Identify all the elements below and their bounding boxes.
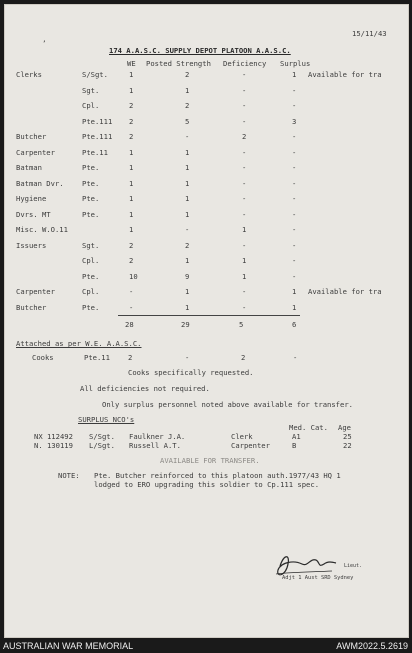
row-surplus: 1: [292, 302, 297, 312]
row-we: -: [129, 287, 134, 296]
row-trade: Hygiene: [16, 194, 47, 203]
cooks-deficiency: 2: [241, 353, 246, 362]
row-rank: Pte.: [82, 194, 100, 203]
row-rank: Pte.: [82, 178, 100, 188]
row-trade: Misc. W.O.11: [16, 225, 68, 234]
signature-block: Adjt 1 Aust SRD Sydney: [282, 575, 354, 581]
row-deficiency: -: [242, 116, 247, 126]
row-posted: 2: [185, 101, 190, 110]
row-surplus: 3: [292, 116, 297, 126]
note-cooks: Cooks specifically requested.: [128, 368, 254, 377]
row-deficiency: 2: [242, 132, 247, 141]
available-line: AVAILABLE FOR TRANSFER.: [160, 456, 260, 465]
row-we: 1: [129, 147, 134, 157]
row-we: 2: [129, 101, 134, 110]
row-rank: Pte.111: [82, 116, 113, 126]
row-posted: 1: [185, 194, 190, 203]
surplus-rank-1: S/Sgt.: [89, 432, 115, 441]
row-posted: 1: [185, 85, 190, 95]
archive-footer: [0, 639, 412, 653]
row-posted: 1: [185, 287, 190, 296]
document-page: [4, 4, 409, 638]
col-header-surplus: Surplus: [280, 59, 311, 68]
surplus-med-1: A1: [292, 432, 301, 441]
signature-rank: Lieut.: [344, 563, 363, 569]
document-date: 15/11/43: [352, 29, 387, 38]
row-surplus: -: [292, 194, 297, 203]
row-rank: Pte.111: [82, 132, 113, 141]
row-trade: Dvrs. MT: [16, 209, 51, 219]
row-trade: Carpenter: [16, 147, 55, 157]
row-posted: 1: [185, 178, 190, 188]
row-note: Available for tra: [308, 70, 382, 79]
note-label: NOTE:: [58, 471, 80, 480]
row-trade: Butcher: [16, 132, 47, 141]
row-we: 2: [129, 132, 134, 141]
row-deficiency: -: [242, 101, 247, 110]
row-rank: Cpl.: [82, 256, 100, 265]
total-deficiency: 5: [239, 320, 244, 329]
totals-rule: [118, 315, 300, 316]
row-surplus: -: [292, 209, 297, 219]
row-we: 1: [129, 163, 134, 172]
row-we: 1: [129, 70, 134, 79]
surplus-rank-2: L/Sgt.: [89, 441, 115, 450]
row-surplus: -: [292, 271, 297, 281]
row-posted: 1: [185, 209, 190, 219]
row-posted: 5: [185, 116, 190, 126]
total-surplus: 6: [292, 320, 297, 329]
row-deficiency: -: [242, 302, 247, 312]
row-rank: Sgt.: [82, 240, 100, 250]
cooks-posted: -: [185, 353, 190, 362]
row-trade: Batman Dvr.: [16, 178, 64, 188]
surplus-col-age: Age: [338, 423, 351, 432]
row-deficiency: -: [242, 147, 247, 157]
margin-mark: ’: [42, 39, 47, 48]
row-we: 1: [129, 85, 134, 95]
row-deficiency: -: [242, 70, 247, 79]
row-deficiency: -: [242, 85, 247, 95]
row-trade: Batman: [16, 163, 42, 172]
surplus-trade-1: Clerk: [231, 432, 253, 441]
row-we: 2: [129, 256, 134, 265]
row-surplus: -: [292, 178, 297, 188]
surplus-num-1: NX 112492: [34, 432, 73, 441]
surplus-col-med: Med. Cat.: [289, 423, 328, 432]
surplus-age-1: 25: [343, 432, 352, 441]
row-surplus: -: [292, 147, 297, 157]
surplus-name-1: Faulkner J.A.: [129, 432, 186, 441]
footer-institution: AUSTRALIAN WAR MEMORIAL: [3, 641, 134, 651]
row-we: -: [129, 302, 134, 312]
row-surplus: 1: [292, 287, 297, 296]
total-we: 28: [125, 320, 134, 329]
row-posted: 1: [185, 256, 190, 265]
row-surplus: -: [292, 225, 297, 234]
row-we: 1: [129, 178, 134, 188]
row-rank: Pte.: [82, 209, 100, 219]
row-rank: Pte.: [82, 271, 100, 281]
surplus-age-2: 22: [343, 441, 352, 450]
row-note: Available for tra: [308, 287, 382, 296]
row-surplus: -: [292, 163, 297, 172]
row-posted: -: [185, 132, 190, 141]
row-posted: 1: [185, 302, 190, 312]
total-posted: 29: [181, 320, 190, 329]
row-posted: 2: [185, 240, 190, 250]
row-deficiency: -: [242, 240, 247, 250]
note-surplus: Only surplus personnel noted above available for transfer.: [102, 400, 353, 409]
row-deficiency: -: [242, 209, 247, 219]
row-deficiency: 1: [242, 256, 247, 265]
row-deficiency: 1: [242, 271, 247, 281]
footer-accession-number: AWM2022.5.2619: [336, 641, 408, 651]
surplus-med-2: B: [292, 441, 297, 450]
row-posted: 1: [185, 163, 190, 172]
col-header-deficiency: Deficiency: [223, 59, 267, 68]
row-rank: Pte.: [82, 163, 100, 172]
attached-heading: Attached as per W.E. A.A.S.C.: [16, 339, 142, 348]
note-text-1: Pte. Butcher reinforced to this platoon auth.1977/43 HQ 1: [94, 471, 341, 480]
row-posted: 9: [185, 271, 190, 281]
cooks-surplus: -: [293, 353, 298, 362]
row-surplus: -: [292, 85, 297, 95]
surplus-num-2: N. 130119: [34, 441, 73, 450]
row-posted: 2: [185, 70, 190, 79]
row-we: 10: [129, 271, 138, 281]
surplus-heading: SURPLUS NCO's: [78, 415, 135, 424]
row-rank: Cpl.: [82, 101, 100, 110]
row-trade: Carpenter: [16, 287, 55, 296]
row-surplus: 1: [292, 70, 297, 79]
row-surplus: -: [292, 101, 297, 110]
row-deficiency: 1: [242, 225, 247, 234]
row-we: 1: [129, 194, 134, 203]
row-trade: Butcher: [16, 302, 47, 312]
row-rank: S/Sgt.: [82, 70, 108, 79]
row-trade: Clerks: [16, 70, 42, 79]
note-deficiencies: All deficiencies not required.: [80, 384, 210, 393]
col-header-posted: Posted Strength: [146, 59, 211, 68]
row-rank: Pte.: [82, 302, 100, 312]
row-rank: Cpl.: [82, 287, 100, 296]
row-deficiency: -: [242, 287, 247, 296]
row-surplus: -: [292, 132, 297, 141]
note-text-2: lodged to ERO upgrading this soldier to Cp.111 spec.: [94, 480, 320, 489]
col-header-we: WE: [127, 59, 136, 68]
row-deficiency: -: [242, 178, 247, 188]
row-surplus: -: [292, 240, 297, 250]
row-rank: Pte.11: [82, 147, 108, 157]
document-title: 174 A.A.S.C. SUPPLY DEPOT PLATOON A.A.S.C.: [109, 46, 291, 55]
row-deficiency: -: [242, 194, 247, 203]
surplus-trade-2: Carpenter: [231, 441, 270, 450]
row-deficiency: -: [242, 163, 247, 172]
row-posted: -: [185, 225, 190, 234]
cooks-trade: Cooks: [32, 353, 54, 362]
row-trade: Issuers: [16, 240, 47, 250]
row-we: 2: [129, 240, 134, 250]
surplus-name-2: Russell A.T.: [129, 441, 181, 450]
cooks-we: 2: [128, 353, 133, 362]
row-posted: 1: [185, 147, 190, 157]
row-we: 1: [129, 225, 134, 234]
row-we: 2: [129, 116, 134, 126]
row-rank: Sgt.: [82, 85, 100, 95]
cooks-rank: Pte.11: [84, 353, 110, 362]
row-we: 1: [129, 209, 134, 219]
row-surplus: -: [292, 256, 297, 265]
